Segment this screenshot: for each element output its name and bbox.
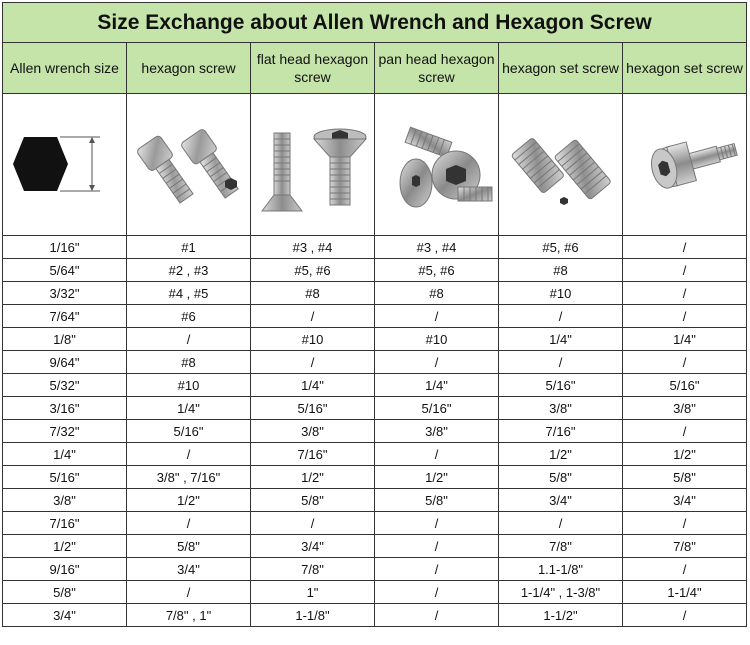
table-cell: / bbox=[623, 305, 747, 328]
table-cell: / bbox=[375, 558, 499, 581]
table-cell: / bbox=[623, 512, 747, 535]
table-cell: 5/16" bbox=[375, 397, 499, 420]
image-cell bbox=[127, 94, 251, 236]
table-cell: 5/16" bbox=[623, 374, 747, 397]
table-cell: 1/4" bbox=[623, 328, 747, 351]
table-cell: 1.1-1/8" bbox=[499, 558, 623, 581]
table-cell: 1-1/2" bbox=[499, 604, 623, 627]
table-cell: / bbox=[375, 581, 499, 604]
table-cell: 1-1/8" bbox=[251, 604, 375, 627]
wrench-size-cell: 3/4" bbox=[3, 604, 127, 627]
size-exchange-table-wrapper bbox=[2, 2, 746, 627]
column-header: Allen wrench size bbox=[3, 43, 127, 94]
table-cell: / bbox=[375, 443, 499, 466]
table-row bbox=[3, 489, 747, 512]
wrench-size-cell: 3/8" bbox=[3, 489, 127, 512]
table-row bbox=[3, 259, 747, 282]
table-cell: 3/4" bbox=[127, 558, 251, 581]
table-cell: / bbox=[375, 535, 499, 558]
table-cell: 7/16" bbox=[251, 443, 375, 466]
wrench-size-cell: 7/16" bbox=[3, 512, 127, 535]
table-cell: 1-1/4" bbox=[623, 581, 747, 604]
table-cell: / bbox=[375, 512, 499, 535]
table-cell: / bbox=[623, 351, 747, 374]
wrench-size-cell: 5/8" bbox=[3, 581, 127, 604]
table-cell: #5, #6 bbox=[375, 259, 499, 282]
table-cell: / bbox=[623, 558, 747, 581]
table-cell: 1/4" bbox=[499, 328, 623, 351]
table-cell: 5/8" bbox=[623, 466, 747, 489]
table-cell: / bbox=[623, 420, 747, 443]
table-cell: / bbox=[375, 604, 499, 627]
table-cell: 1/2" bbox=[623, 443, 747, 466]
table-cell: 7/8" bbox=[623, 535, 747, 558]
table-cell: 1/2" bbox=[251, 466, 375, 489]
wrench-size-cell: 9/64" bbox=[3, 351, 127, 374]
hexagon-diagram-icon bbox=[4, 95, 126, 234]
table-cell: 3/4" bbox=[251, 535, 375, 558]
table-cell: #1 bbox=[127, 236, 251, 259]
table-cell: / bbox=[623, 259, 747, 282]
table-cell: / bbox=[127, 581, 251, 604]
table-cell: / bbox=[623, 236, 747, 259]
wrench-size-cell: 3/32" bbox=[3, 282, 127, 305]
table-cell: #2 , #3 bbox=[127, 259, 251, 282]
table-cell: 3/8" bbox=[251, 420, 375, 443]
table-title: Size Exchange about Allen Wrench and Hexagon Screw bbox=[3, 3, 747, 43]
table-cell: 3/4" bbox=[623, 489, 747, 512]
table-row bbox=[3, 328, 747, 351]
table-cell: #5, #6 bbox=[499, 236, 623, 259]
table-cell: / bbox=[499, 512, 623, 535]
table-row bbox=[3, 558, 747, 581]
table-cell: #3 , #4 bbox=[375, 236, 499, 259]
image-cell bbox=[375, 94, 499, 236]
table-cell: 5/16" bbox=[127, 420, 251, 443]
table-cell: 5/8" bbox=[499, 466, 623, 489]
table-cell: #5, #6 bbox=[251, 259, 375, 282]
table-cell: #3 , #4 bbox=[251, 236, 375, 259]
shoulder-screw-icon bbox=[624, 95, 746, 234]
table-row bbox=[3, 466, 747, 489]
table-cell: 3/8" bbox=[375, 420, 499, 443]
table-cell: / bbox=[127, 512, 251, 535]
table-cell: #8 bbox=[375, 282, 499, 305]
wrench-size-cell: 7/32" bbox=[3, 420, 127, 443]
column-header: hexagon set screw bbox=[623, 43, 747, 94]
table-cell: 1/2" bbox=[375, 466, 499, 489]
table-cell: / bbox=[499, 351, 623, 374]
table-row bbox=[3, 420, 747, 443]
table-cell: 7/8" , 1" bbox=[127, 604, 251, 627]
table-cell: / bbox=[623, 282, 747, 305]
wrench-size-cell: 9/16" bbox=[3, 558, 127, 581]
table-cell: 1/2" bbox=[499, 443, 623, 466]
table-cell: 1/2" bbox=[127, 489, 251, 512]
table-row bbox=[3, 604, 747, 627]
table-cell: / bbox=[251, 305, 375, 328]
table-row bbox=[3, 581, 747, 604]
socket-cap-screw-icon bbox=[128, 95, 250, 234]
column-header: hexagon set screw bbox=[499, 43, 623, 94]
wrench-size-cell: 1/16" bbox=[3, 236, 127, 259]
table-cell: #4 , #5 bbox=[127, 282, 251, 305]
table-cell: 7/8" bbox=[251, 558, 375, 581]
table-cell: / bbox=[623, 604, 747, 627]
table-cell: / bbox=[375, 305, 499, 328]
table-cell: / bbox=[375, 351, 499, 374]
table-cell: #8 bbox=[251, 282, 375, 305]
table-row bbox=[3, 512, 747, 535]
column-header: pan head hexagon screw bbox=[375, 43, 499, 94]
table-cell: / bbox=[251, 351, 375, 374]
table-cell: #10 bbox=[251, 328, 375, 351]
wrench-size-cell: 1/2" bbox=[3, 535, 127, 558]
table-cell: 7/16" bbox=[499, 420, 623, 443]
wrench-size-cell: 5/32" bbox=[3, 374, 127, 397]
table-cell: 1-1/4" , 1-3/8" bbox=[499, 581, 623, 604]
table-cell: 3/4" bbox=[499, 489, 623, 512]
set-screw-icon bbox=[500, 95, 622, 234]
table-cell: 3/8" , 7/16" bbox=[127, 466, 251, 489]
table-cell: #10 bbox=[375, 328, 499, 351]
wrench-size-cell: 5/64" bbox=[3, 259, 127, 282]
table-cell: #10 bbox=[499, 282, 623, 305]
table-cell: 3/8" bbox=[623, 397, 747, 420]
table-row bbox=[3, 282, 747, 305]
table-cell: 1" bbox=[251, 581, 375, 604]
table-cell: / bbox=[251, 512, 375, 535]
table-row bbox=[3, 236, 747, 259]
table-cell: 1/4" bbox=[127, 397, 251, 420]
table-row bbox=[3, 374, 747, 397]
table-cell: 1/4" bbox=[251, 374, 375, 397]
image-cell bbox=[499, 94, 623, 236]
pan-head-screw-icon bbox=[376, 95, 498, 234]
table-cell: #8 bbox=[499, 259, 623, 282]
image-cell bbox=[3, 94, 127, 236]
image-row bbox=[3, 94, 747, 236]
table-cell: 3/8" bbox=[499, 397, 623, 420]
table-cell: / bbox=[127, 443, 251, 466]
table-cell: #8 bbox=[127, 351, 251, 374]
table-row bbox=[3, 305, 747, 328]
wrench-size-cell: 3/16" bbox=[3, 397, 127, 420]
wrench-size-cell: 1/8" bbox=[3, 328, 127, 351]
table-row bbox=[3, 443, 747, 466]
table-cell: 5/8" bbox=[127, 535, 251, 558]
table-cell: 5/8" bbox=[375, 489, 499, 512]
table-cell: 1/4" bbox=[375, 374, 499, 397]
size-exchange-table bbox=[2, 2, 747, 627]
table-row bbox=[3, 397, 747, 420]
table-row bbox=[3, 351, 747, 374]
wrench-size-cell: 5/16" bbox=[3, 466, 127, 489]
table-cell: / bbox=[127, 328, 251, 351]
table-cell: #10 bbox=[127, 374, 251, 397]
table-cell: / bbox=[499, 305, 623, 328]
wrench-size-cell: 1/4" bbox=[3, 443, 127, 466]
table-cell: #6 bbox=[127, 305, 251, 328]
header-row bbox=[3, 43, 747, 94]
column-header: hexagon screw bbox=[127, 43, 251, 94]
table-cell: 7/8" bbox=[499, 535, 623, 558]
table-cell: 5/8" bbox=[251, 489, 375, 512]
column-header: flat head hexagon screw bbox=[251, 43, 375, 94]
table-cell: 5/16" bbox=[499, 374, 623, 397]
image-cell bbox=[623, 94, 747, 236]
table-row bbox=[3, 535, 747, 558]
table-cell: 5/16" bbox=[251, 397, 375, 420]
flat-head-screw-icon bbox=[252, 95, 374, 234]
image-cell bbox=[251, 94, 375, 236]
wrench-size-cell: 7/64" bbox=[3, 305, 127, 328]
